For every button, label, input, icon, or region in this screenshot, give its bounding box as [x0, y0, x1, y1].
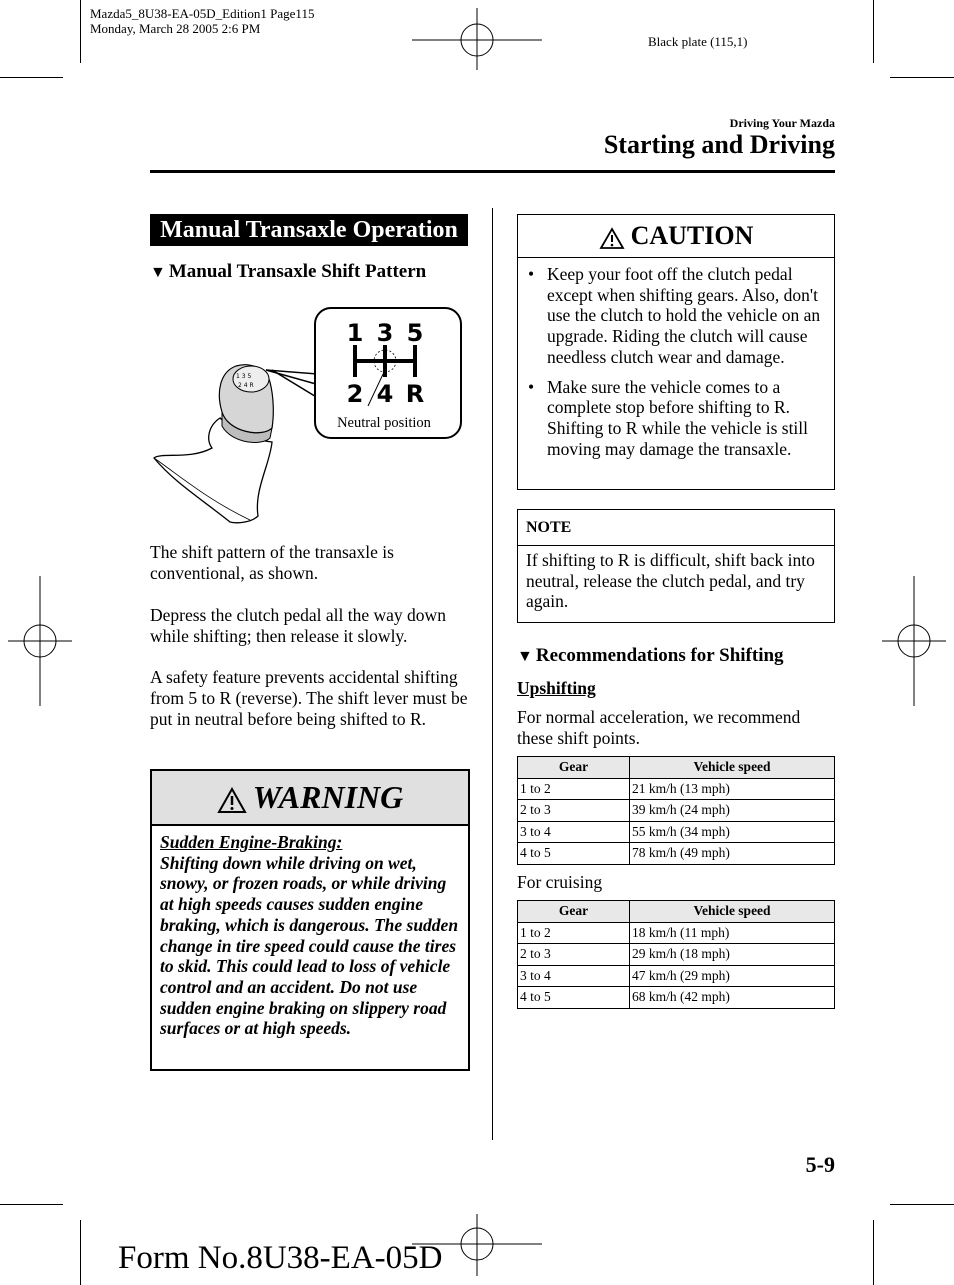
cell-gear: 2 to 3: [518, 800, 630, 822]
registration-mark-left: [8, 576, 72, 706]
cell-gear: 4 to 5: [518, 987, 630, 1009]
page-number: 5-9: [805, 1152, 835, 1177]
subheading-text: Manual Transaxle Shift Pattern: [168, 261, 427, 282]
cell-speed: 55 km/h (34 mph): [630, 821, 835, 843]
cell-gear: 3 to 4: [518, 965, 630, 987]
note-title: NOTE: [518, 510, 834, 546]
file-line-2: Monday, March 28 2005 2:6 PM: [90, 21, 261, 36]
cell-speed: 47 km/h (29 mph): [630, 965, 835, 987]
svg-text:1 3 5: 1 3 5: [236, 373, 252, 380]
gear-2: 2: [346, 380, 364, 408]
paragraph-shift-pattern: The shift pattern of the transaxle is conventional, as shown.: [150, 542, 394, 583]
column-header-speed: Vehicle speed: [630, 901, 835, 923]
cell-speed: 68 km/h (42 mph): [630, 987, 835, 1009]
crop-mark: [0, 1204, 63, 1205]
cell-speed: 39 km/h (24 mph): [630, 800, 835, 822]
table-header-row: [518, 901, 835, 923]
cell-speed: 78 km/h (49 mph): [630, 843, 835, 865]
cell-gear: 2 to 3: [518, 944, 630, 966]
subheading-shift-pattern: [150, 261, 426, 283]
crop-mark: [80, 1220, 81, 1285]
warning-subtitle: Sudden Engine-Braking:: [160, 832, 343, 852]
section-heading: Manual Transaxle Operation: [150, 214, 468, 246]
file-info: [90, 6, 314, 36]
cell-speed: 18 km/h (11 mph): [630, 922, 835, 944]
column-header-gear: Gear: [518, 901, 630, 923]
table-header-row: [518, 757, 835, 779]
shift-pattern-diagram: [150, 300, 470, 530]
note-box: [517, 509, 835, 623]
form-number: Form No.8U38-EA-05D: [118, 1240, 443, 1276]
warning-body: [152, 826, 468, 1045]
acceleration-table: [517, 756, 835, 865]
cell-gear: 3 to 4: [518, 821, 630, 843]
upshifting-text: For normal acceleration, we recommend these shift points.: [517, 707, 801, 748]
caution-title: CAUTION: [630, 221, 754, 250]
crop-mark: [0, 77, 63, 78]
triangle-down-icon: ▼: [150, 264, 166, 281]
caution-item: • Make sure the vehicle comes to a complete stop before shifting to R. Shifting to R while the vehicle is still moving may damage the transaxle.: [547, 377, 826, 460]
caution-list: [518, 258, 834, 459]
gear-5: 5: [406, 319, 424, 347]
cell-speed: 21 km/h (13 mph): [630, 778, 835, 800]
table-row: [518, 965, 835, 987]
warning-box: [150, 769, 470, 1071]
table-row: [518, 843, 835, 865]
warning-triangle-icon: [217, 787, 247, 814]
crop-mark: [873, 1220, 874, 1285]
cruising-label: For cruising: [517, 872, 603, 892]
paragraph-safety: A safety feature prevents accidental shifting from 5 to R (reverse). The shift lever must be put in neutral before being shifted to R.: [150, 667, 468, 729]
caution-header: [518, 215, 834, 258]
header-rule: [150, 170, 835, 173]
warning-text: Shifting down while driving on wet, snowy, or frozen roads, or while driving at high speeds causes sudden engine braking, which is dangerous. The sudden change in tire speed could cause the tires to skid. This could lead to loss of vehicle control and an accident. Do not use sudden engine braking on slippery road surfaces or at high speeds.: [160, 852, 459, 1039]
neutral-position-label: Neutral position: [337, 415, 431, 431]
warning-header: [152, 771, 468, 826]
crop-mark: [80, 0, 81, 63]
table-row: [518, 821, 835, 843]
crop-mark: [890, 77, 954, 78]
registration-mark-top: [412, 8, 542, 70]
column-header-gear: Gear: [518, 757, 630, 779]
gear-4: 4: [376, 380, 394, 408]
upshifting-label: Upshifting: [517, 678, 596, 698]
table-row: [518, 778, 835, 800]
crop-mark: [873, 0, 874, 63]
caution-box: [517, 214, 835, 490]
svg-text:2 4 R: 2 4 R: [238, 382, 254, 389]
table-row: [518, 987, 835, 1009]
cruising-table: [517, 900, 835, 1009]
file-line-1: Mazda5_8U38-EA-05D_Edition1 Page115: [90, 6, 315, 21]
table-row: [518, 800, 835, 822]
paragraph-clutch: Depress the clutch pedal all the way down while shifting; then release it slowly.: [150, 605, 446, 646]
note-text: If shifting to R is difficult, shift back into neutral, release the clutch pedal, and try again.: [526, 550, 815, 612]
cell-gear: 1 to 2: [518, 778, 630, 800]
page-title: Starting and Driving: [603, 130, 835, 159]
table-row: [518, 944, 835, 966]
subheading-recommendations: [517, 645, 784, 667]
warning-title: WARNING: [252, 779, 404, 815]
plate-info: Black plate (115,1): [648, 34, 748, 49]
column-header-speed: Vehicle speed: [630, 757, 835, 779]
caution-item: • Keep your foot off the clutch pedal except when shifting gears. Also, don't use the clutch to hold the vehicle on an upgrade. Riding the clutch will cause needless clutch wear and damage.: [547, 264, 826, 368]
column-divider: [492, 208, 493, 1140]
cell-speed: 29 km/h (18 mph): [630, 944, 835, 966]
registration-mark-right: [882, 576, 946, 706]
gear-r: R: [405, 380, 425, 408]
gear-1: 1: [346, 319, 364, 347]
cell-gear: 1 to 2: [518, 922, 630, 944]
table-row: [518, 922, 835, 944]
cell-gear: 4 to 5: [518, 843, 630, 865]
gear-3: 3: [376, 319, 394, 347]
subheading-text: Recommendations for Shifting: [535, 645, 784, 666]
section-label: Driving Your Mazda: [729, 116, 835, 130]
triangle-down-icon: ▼: [517, 648, 533, 665]
crop-mark: [890, 1204, 954, 1205]
caution-triangle-icon: [599, 227, 625, 250]
